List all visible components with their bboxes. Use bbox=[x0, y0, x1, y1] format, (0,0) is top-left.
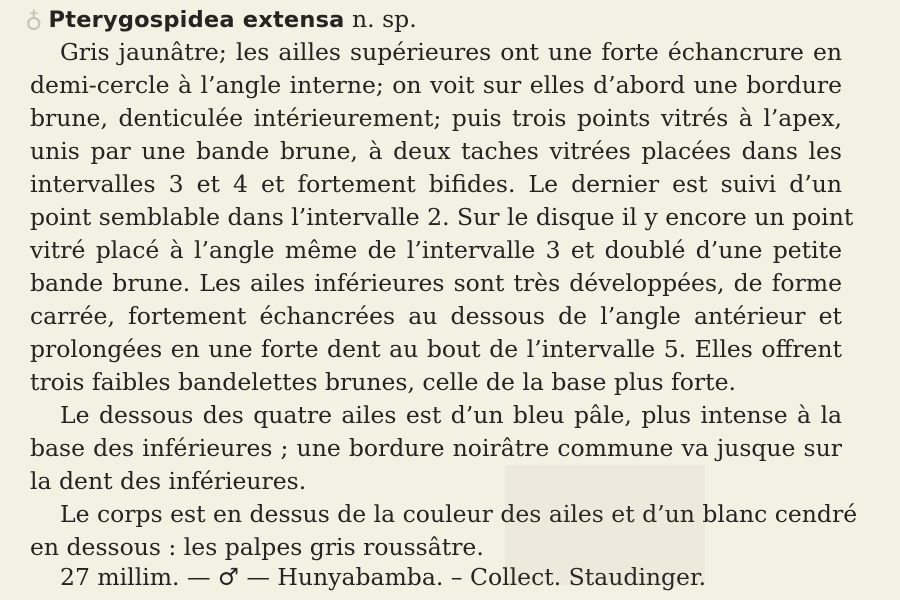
text-line: demi-cercle à l’angle interne; on voit sur elles d’abord une bordure bbox=[30, 71, 842, 99]
text-line: carrée, fortement échancrées au dessous de l’angle antérieur et bbox=[30, 302, 842, 330]
heading-mark: ♁ bbox=[25, 5, 43, 33]
text-line: vitré placé à l’angle même de l’intervalle 3 et doublé d’une petite bbox=[30, 236, 842, 264]
text-line: bande brune. Les ailes inférieures sont très développées, de forme bbox=[30, 269, 842, 297]
text-line: prolongées en une forte dent au bout de l’intervalle 5. Elles offrent bbox=[30, 335, 842, 363]
text-line: point semblable dans l’intervalle 2. Sur le disque il y encore un point bbox=[30, 203, 854, 231]
text-line: Le corps est en dessus de la couleur des ailes et d’un blanc cendré bbox=[60, 500, 858, 528]
text-line: trois faibles bandelettes brunes, celle de la base plus forte. bbox=[30, 368, 736, 396]
species-name: Pterygospidea extensa bbox=[48, 7, 345, 33]
specimen-record-line: 27 millim. — ♂ — Hunyabamba. – Collect. Staudinger. bbox=[60, 563, 707, 591]
species-heading bbox=[25, 3, 417, 36]
text-line: Le dessous des quatre ailes est d’un bleu pâle, plus intense à la bbox=[60, 401, 842, 429]
text-line: intervalles 3 et 4 et fortement bifides. Le dernier est suivi d’un bbox=[30, 170, 842, 198]
text-line: Gris jaunâtre; les ailles supérieures ont une forte échancrure en bbox=[60, 38, 842, 66]
text-line: en dessous : les palpes gris roussâtre. bbox=[30, 533, 484, 561]
text-line: la dent des inférieures. bbox=[30, 467, 307, 495]
species-suffix: n. sp. bbox=[344, 5, 417, 33]
text-line: unis par une bande brune, à deux taches vitrées placées dans les bbox=[30, 137, 842, 165]
text-line: base des inférieures ; une bordure noirâtre commune va jusque sur bbox=[30, 434, 842, 462]
text-line: brune, denticulée intérieurement; puis trois points vitrés à l’apex, bbox=[30, 104, 842, 132]
